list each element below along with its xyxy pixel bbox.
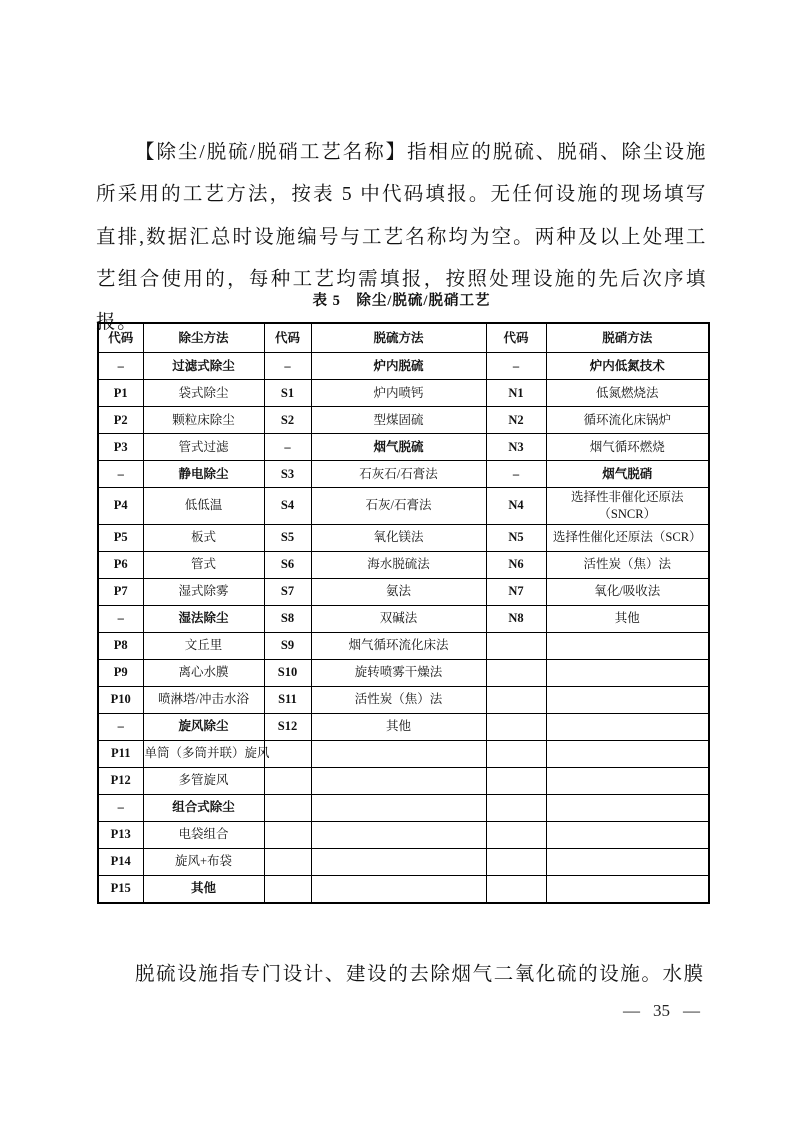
table-cell: 旋转喷雾干燥法 [311, 659, 486, 686]
table-header-cell: 脱硝方法 [546, 323, 709, 353]
table-cell [311, 875, 486, 903]
table-cell [486, 848, 546, 875]
table-cell: 喷淋塔/冲击水浴 [143, 686, 264, 713]
table-cell: – [486, 353, 546, 380]
table-cell [486, 794, 546, 821]
table-cell: 其他 [546, 605, 709, 632]
table-cell: 选择性催化还原法（SCR） [546, 524, 709, 551]
table-row [98, 353, 709, 380]
table-cell: 湿法除尘 [143, 605, 264, 632]
table-row [98, 605, 709, 632]
paragraph-process-name-definition: 【除尘/脱硫/脱硝工艺名称】指相应的脱硫、脱硝、除尘设施所采用的工艺方法，按表 5 中代码填报。无任何设施的现场填写直排,数据汇总时设施编号与工艺名称均为空。两种及以上处理工艺组合使用的，每种工艺均需填报，按照处理设施的先后次序填报。 [96, 141, 707, 333]
table-cell: 低低温 [143, 488, 264, 525]
table-cell: 炉内低氮技术 [546, 353, 709, 380]
table-cell: N7 [486, 578, 546, 605]
table-row [98, 632, 709, 659]
table-cell: P12 [98, 767, 143, 794]
table-cell: N2 [486, 407, 546, 434]
table-cell [264, 767, 311, 794]
table-cell: S10 [264, 659, 311, 686]
table-cell [311, 767, 486, 794]
table-cell: 静电除尘 [143, 461, 264, 488]
table-row [98, 461, 709, 488]
table-cell: P6 [98, 551, 143, 578]
table-cell: – [98, 353, 143, 380]
table-cell: 组合式除尘 [143, 794, 264, 821]
table-cell: 氧化/吸收法 [546, 578, 709, 605]
process-code-table [97, 322, 710, 904]
table-cell: 活性炭（焦）法 [546, 551, 709, 578]
table-row [98, 821, 709, 848]
table-cell [264, 740, 311, 767]
table-row [98, 434, 709, 461]
paragraph-desulfurization-note: 脱硫设施指专门设计、建设的去除烟气二氧化硫的设施。水膜 [135, 963, 705, 985]
table-cell: 湿式除雾 [143, 578, 264, 605]
table-cell: 文丘里 [143, 632, 264, 659]
table-cell: – [98, 605, 143, 632]
table-cell: P4 [98, 488, 143, 525]
table-cell [264, 794, 311, 821]
table-row [98, 713, 709, 740]
table-cell: 型煤固硫 [311, 407, 486, 434]
table-row [98, 767, 709, 794]
table-row [98, 875, 709, 903]
table-cell: P14 [98, 848, 143, 875]
table-cell: N5 [486, 524, 546, 551]
table-cell: 石灰/石膏法 [311, 488, 486, 525]
table-cell: S2 [264, 407, 311, 434]
table-cell: – [98, 461, 143, 488]
table-cell: P13 [98, 821, 143, 848]
table-cell: 离心水膜 [143, 659, 264, 686]
table-cell: P10 [98, 686, 143, 713]
table-cell [264, 848, 311, 875]
table-cell: 烟气脱硫 [311, 434, 486, 461]
table-cell: P5 [98, 524, 143, 551]
table-cell [486, 821, 546, 848]
table-cell: N4 [486, 488, 546, 525]
table-cell: P11 [98, 740, 143, 767]
table-cell [546, 713, 709, 740]
table-cell [486, 740, 546, 767]
table-header-cell: 脱硫方法 [311, 323, 486, 353]
table-header-row [98, 323, 709, 353]
table-cell: 管式 [143, 551, 264, 578]
table-title: 表 5 除尘/脱硫/脱硝工艺 [312, 293, 491, 309]
table-cell: P15 [98, 875, 143, 903]
table-cell [264, 875, 311, 903]
table-cell [311, 848, 486, 875]
table-cell: 循环流化床锅炉 [546, 407, 709, 434]
page-number-dash-right: — [683, 1001, 700, 1020]
table-cell: 活性炭（焦）法 [311, 686, 486, 713]
table-cell [546, 875, 709, 903]
table-cell: 双碱法 [311, 605, 486, 632]
table-cell: P9 [98, 659, 143, 686]
table-cell: 其他 [143, 875, 264, 903]
table-cell: N8 [486, 605, 546, 632]
table-cell: S4 [264, 488, 311, 525]
table-row [98, 551, 709, 578]
table-cell [486, 767, 546, 794]
table-cell: P3 [98, 434, 143, 461]
table-cell [486, 713, 546, 740]
table-cell: N3 [486, 434, 546, 461]
table-cell: S12 [264, 713, 311, 740]
table-cell: 选择性非催化还原法（SNCR） [546, 488, 709, 525]
table-cell [311, 740, 486, 767]
table-row [98, 740, 709, 767]
table-cell [264, 821, 311, 848]
table-row [98, 686, 709, 713]
table-cell: 海水脱硫法 [311, 551, 486, 578]
table-cell [546, 794, 709, 821]
table-cell: 旋风+布袋 [143, 848, 264, 875]
table-header-cell: 代码 [486, 323, 546, 353]
table-row [98, 848, 709, 875]
table-row [98, 578, 709, 605]
table-cell [311, 821, 486, 848]
table-cell: S3 [264, 461, 311, 488]
table-cell: S7 [264, 578, 311, 605]
table-cell: 石灰石/石膏法 [311, 461, 486, 488]
table-cell [546, 767, 709, 794]
table-cell: 氨法 [311, 578, 486, 605]
table-cell: – [264, 353, 311, 380]
table-cell: 电袋组合 [143, 821, 264, 848]
table-cell [486, 875, 546, 903]
table-cell: S1 [264, 380, 311, 407]
table-cell: 管式过滤 [143, 434, 264, 461]
table-cell [311, 794, 486, 821]
table-cell: P7 [98, 578, 143, 605]
table-cell [546, 632, 709, 659]
table-cell: 旋风除尘 [143, 713, 264, 740]
table-cell: 单筒（多筒并联）旋风 [143, 740, 264, 767]
table-cell: S9 [264, 632, 311, 659]
table-cell: P8 [98, 632, 143, 659]
table-row [98, 524, 709, 551]
table-cell: S8 [264, 605, 311, 632]
table-cell: P2 [98, 407, 143, 434]
table-cell: P1 [98, 380, 143, 407]
table-cell: 板式 [143, 524, 264, 551]
table-header-cell: 除尘方法 [143, 323, 264, 353]
table-cell [546, 821, 709, 848]
table-cell [546, 848, 709, 875]
table-cell: 多管旋风 [143, 767, 264, 794]
table-cell [546, 740, 709, 767]
table-cell: 烟气脱硝 [546, 461, 709, 488]
table-cell: – [98, 713, 143, 740]
page-number-dash-left: — [623, 1001, 640, 1020]
table-cell: – [98, 794, 143, 821]
table-row [98, 794, 709, 821]
table-cell [486, 686, 546, 713]
page-footer [623, 1001, 700, 1021]
table-cell [546, 686, 709, 713]
table-cell: 烟气循环燃烧 [546, 434, 709, 461]
table-cell: 低氮燃烧法 [546, 380, 709, 407]
table-cell: 其他 [311, 713, 486, 740]
table-cell: – [264, 434, 311, 461]
page-number: 35 [653, 1001, 670, 1020]
table-row [98, 488, 709, 525]
table-header-cell: 代码 [98, 323, 143, 353]
table-row [98, 659, 709, 686]
table-cell: 袋式除尘 [143, 380, 264, 407]
table-cell: 氧化镁法 [311, 524, 486, 551]
table-cell: 炉内脱硫 [311, 353, 486, 380]
table-cell [546, 659, 709, 686]
table-cell: 过滤式除尘 [143, 353, 264, 380]
table-cell: 颗粒床除尘 [143, 407, 264, 434]
table-cell: S6 [264, 551, 311, 578]
table-row [98, 407, 709, 434]
table-row [98, 380, 709, 407]
table-cell: S11 [264, 686, 311, 713]
table-cell [486, 659, 546, 686]
table-cell: 烟气循环流化床法 [311, 632, 486, 659]
table-body [98, 353, 709, 903]
table-cell: S5 [264, 524, 311, 551]
table-header-cell: 代码 [264, 323, 311, 353]
table-cell [486, 632, 546, 659]
table-cell: – [486, 461, 546, 488]
table-cell: 炉内喷钙 [311, 380, 486, 407]
table-cell: N1 [486, 380, 546, 407]
table-cell: N6 [486, 551, 546, 578]
